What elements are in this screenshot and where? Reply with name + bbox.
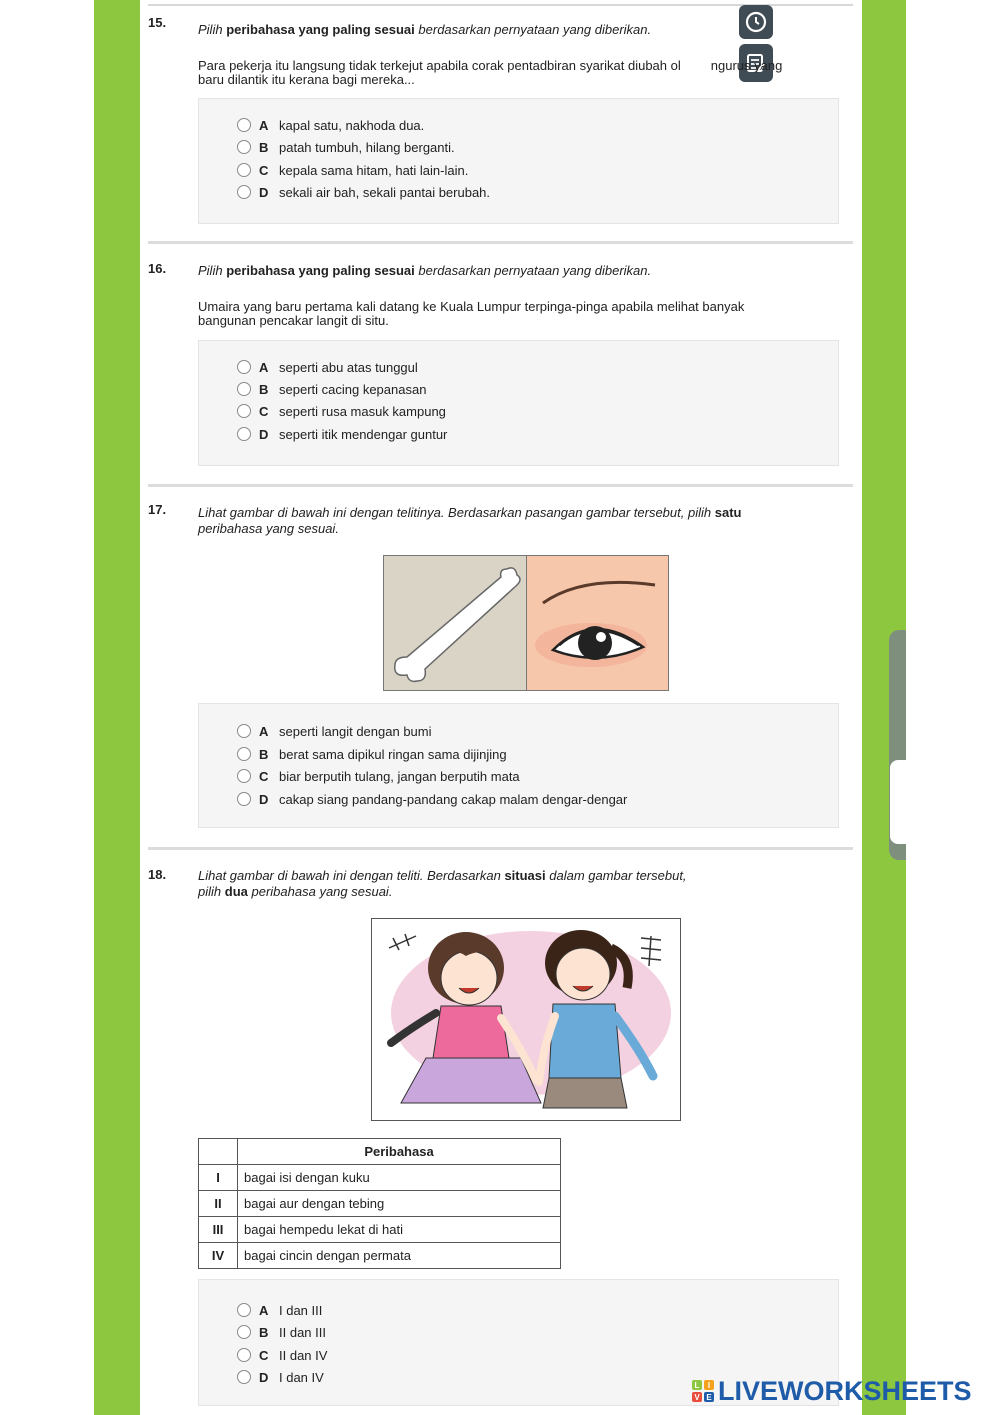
option-a[interactable] (237, 115, 424, 135)
option-d[interactable] (237, 789, 627, 809)
option-letter: C (259, 1347, 269, 1363)
instruction-bold-text: dua (224, 884, 248, 899)
question-number: 16. (148, 261, 167, 276)
instruction-text: dalam gambar tersebut, (549, 868, 687, 883)
option-c[interactable] (237, 160, 468, 180)
instruction-bold-text: peribahasa yang paling sesuai (226, 263, 415, 278)
option-letter: C (259, 403, 269, 419)
option-b[interactable] (237, 744, 507, 764)
option-text: kepala sama hitam, hati lain-lain. (279, 162, 469, 178)
logo-letter: L (692, 1380, 702, 1390)
logo-letter: E (704, 1392, 714, 1402)
options-group (198, 98, 839, 224)
side-panel-tab[interactable] (889, 630, 906, 860)
radio-button[interactable] (237, 724, 251, 738)
question-instruction (198, 505, 798, 537)
liveworksheets-logo[interactable] (692, 1376, 972, 1406)
radio-button[interactable] (237, 185, 251, 199)
row-text: bagai hempedu lekat di hati (238, 1217, 561, 1243)
option-text: seperti abu atas tunggul (279, 359, 418, 375)
instruction-text: Pilih (198, 263, 223, 278)
row-number: III (199, 1217, 238, 1243)
bone-eye-illustration (383, 555, 670, 692)
option-a[interactable] (237, 357, 418, 377)
radio-button[interactable] (237, 747, 251, 761)
row-number: IV (199, 1243, 238, 1269)
question-number: 17. (148, 502, 167, 517)
instruction-bold-text: peribahasa yang paling sesuai (226, 22, 415, 37)
option-letter: C (259, 768, 269, 784)
option-text: cakap siang pandang-pandang cakap malam dengar-dengar (279, 791, 628, 807)
instruction-text: Lihat gambar di bawah ini dengan telitinya. Berdasarkan pasangan gambar tersebut, pilih (198, 505, 712, 520)
question-instruction (198, 22, 818, 38)
table-header-empty (199, 1139, 238, 1165)
radio-button[interactable] (237, 1370, 251, 1384)
radio-button[interactable] (237, 360, 251, 374)
instruction-bold-text: situasi (504, 868, 546, 883)
eye-panel (527, 556, 669, 691)
instruction-text: berdasarkan pernyataan yang diberikan. (418, 22, 652, 37)
option-b[interactable] (237, 137, 455, 157)
radio-button[interactable] (237, 118, 251, 132)
question-divider (148, 484, 853, 487)
side-panel-handle[interactable] (890, 760, 906, 844)
radio-button[interactable] (237, 427, 251, 441)
option-letter: C (259, 162, 269, 178)
statement-line: baru dilantik itu kerana bagi mereka... (198, 72, 415, 87)
table-row (199, 1165, 561, 1191)
option-letter: B (259, 381, 269, 397)
logo-letter: I (704, 1380, 714, 1390)
row-text: bagai isi dengan kuku (238, 1165, 561, 1191)
frame-left-border (94, 0, 140, 1415)
option-letter: A (259, 359, 269, 375)
radio-button[interactable] (237, 1348, 251, 1362)
option-text: seperti cacing kepanasan (279, 381, 427, 397)
radio-button[interactable] (237, 792, 251, 806)
option-letter: D (259, 791, 269, 807)
option-b[interactable] (237, 1322, 326, 1342)
option-d[interactable] (237, 1367, 324, 1387)
option-text: sekali air bah, sekali pantai berubah. (279, 184, 491, 200)
question-statement (198, 300, 858, 328)
option-text: I dan III (279, 1302, 323, 1318)
option-letter: D (259, 1369, 269, 1385)
option-d[interactable] (237, 182, 490, 202)
option-letter: A (259, 723, 269, 739)
question-instruction (198, 868, 818, 900)
row-text: bagai aur dengan tebing (238, 1191, 561, 1217)
option-text: seperti rusa masuk kampung (279, 403, 446, 419)
option-c[interactable] (237, 1345, 327, 1365)
option-c[interactable] (237, 401, 446, 421)
options-group (198, 340, 839, 466)
question-divider (148, 847, 853, 850)
question-divider (148, 241, 853, 244)
instruction-text: peribahasa yang sesuai. (198, 521, 339, 536)
logo-letter: V (692, 1392, 702, 1402)
row-number: II (199, 1191, 238, 1217)
instruction-text: pilih (198, 884, 222, 899)
table-row (199, 1217, 561, 1243)
statement-line-end: ngurus yang (710, 58, 783, 73)
proverb-table (198, 1138, 561, 1269)
option-letter: B (259, 139, 269, 155)
instruction-text: Lihat gambar di bawah ini dengan teliti. Berdasarkan (198, 868, 501, 883)
option-letter: B (259, 1324, 269, 1340)
option-text: II dan IV (279, 1347, 328, 1363)
instruction-bold-text: satu (714, 505, 742, 520)
radio-button[interactable] (237, 769, 251, 783)
table-row (199, 1191, 561, 1217)
question-statement (198, 59, 858, 87)
options-group (198, 703, 839, 828)
option-text: seperti itik mendengar guntur (279, 426, 448, 442)
table-header: Peribahasa (238, 1139, 561, 1165)
option-text: biar berputih tulang, jangan berputih mata (279, 768, 520, 784)
option-text: seperti langit dengan bumi (279, 723, 432, 739)
option-d[interactable] (237, 424, 447, 444)
friends-illustration (371, 918, 681, 1121)
option-letter: D (259, 184, 269, 200)
option-text: berat sama dipikul ringan sama dijinjing (279, 746, 507, 762)
option-text: patah tumbuh, hilang berganti. (279, 139, 455, 155)
option-text: I dan IV (279, 1369, 324, 1385)
option-a[interactable] (237, 1300, 322, 1320)
instruction-text: peribahasa yang sesuai. (251, 884, 393, 899)
row-number: I (199, 1165, 238, 1191)
table-header-row (199, 1139, 561, 1165)
radio-button[interactable] (237, 163, 251, 177)
row-text: bagai cincin dengan permata (238, 1243, 561, 1269)
statement-line: Umaira yang baru pertama kali datang ke Kuala Lumpur terpinga-pinga apabila melihat banyak (198, 299, 745, 314)
option-letter: D (259, 426, 269, 442)
instruction-text: Pilih (198, 22, 223, 37)
radio-button[interactable] (237, 140, 251, 154)
option-letter: B (259, 746, 269, 762)
option-text: II dan III (279, 1324, 326, 1340)
radio-button[interactable] (237, 382, 251, 396)
option-a[interactable] (237, 721, 432, 741)
question-instruction (198, 263, 818, 279)
radio-button[interactable] (237, 1303, 251, 1317)
question-number: 15. (148, 15, 167, 30)
option-b[interactable] (237, 379, 426, 399)
logo-text: LIVEWORKSHEETS (718, 1375, 972, 1406)
radio-button[interactable] (237, 1325, 251, 1339)
option-c[interactable] (237, 766, 520, 786)
logo-mark-icon (692, 1380, 714, 1402)
radio-button[interactable] (237, 404, 251, 418)
question-number: 18. (148, 867, 167, 882)
option-text: kapal satu, nakhoda dua. (279, 117, 425, 133)
statement-line: bangunan pencakar langit di situ. (198, 313, 389, 328)
statement-line: Para pekerja itu langsung tidak terkejut apabila corak pentadbiran syarikat diubah ol (198, 58, 681, 73)
option-letter: A (259, 1302, 269, 1318)
option-letter: A (259, 117, 269, 133)
table-row (199, 1243, 561, 1269)
instruction-text: berdasarkan pernyataan yang diberikan. (418, 263, 652, 278)
